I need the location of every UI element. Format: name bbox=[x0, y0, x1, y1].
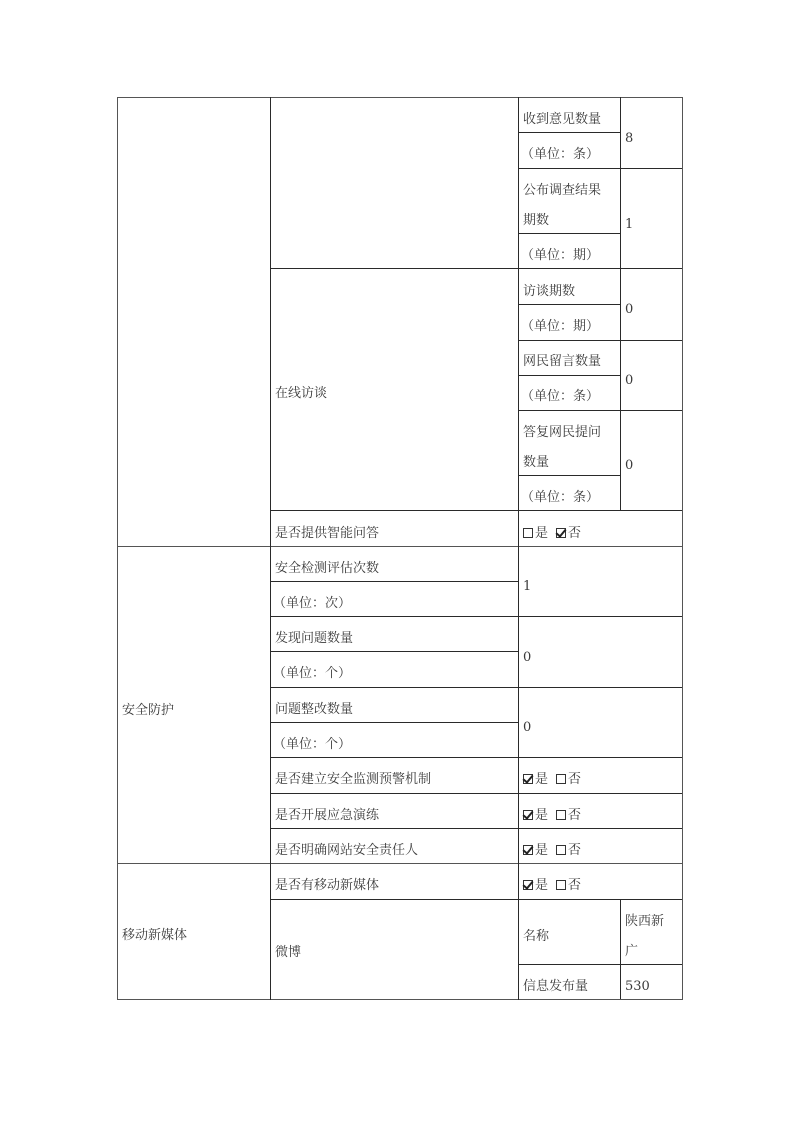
monitoring-mechanism-label: 是否建立安全监测预警机制 bbox=[275, 772, 432, 787]
assessments-label: 安全检测评估次数 bbox=[275, 561, 380, 576]
sub-divider bbox=[518, 233, 621, 234]
netizen-messages-value: 0 bbox=[625, 373, 634, 388]
row-divider bbox=[518, 964, 683, 965]
survey-results-value: 1 bbox=[625, 217, 634, 232]
emergency-drill-options: 是 否 bbox=[523, 808, 581, 824]
sub-divider bbox=[518, 132, 621, 133]
answered-questions-label-2: 数量 bbox=[523, 455, 550, 470]
responsible-no-checkbox[interactable] bbox=[556, 845, 566, 855]
table-border-right bbox=[682, 97, 683, 1000]
weibo-name-label: 名称 bbox=[523, 929, 550, 944]
issues-fixed-unit: （单位：个） bbox=[273, 737, 352, 752]
drill-no-checkbox[interactable] bbox=[556, 810, 566, 820]
survey-results-label-2: 期数 bbox=[523, 213, 550, 228]
interview-sessions-label: 访谈期数 bbox=[523, 284, 576, 299]
section-divider bbox=[117, 546, 683, 547]
responsible-person-options: 是 否 bbox=[523, 843, 581, 859]
table-border-left bbox=[117, 97, 118, 1000]
row-divider bbox=[270, 793, 683, 794]
table-border-bottom bbox=[117, 999, 683, 1000]
weibo-posts-label: 信息发布量 bbox=[523, 979, 589, 994]
smart-qa-options: 是 否 bbox=[523, 526, 581, 542]
sub-divider bbox=[518, 375, 621, 376]
has-mobile-media-label: 是否有移动新媒体 bbox=[275, 878, 380, 893]
smart-qa-no-checkbox[interactable] bbox=[556, 528, 566, 538]
row-divider bbox=[270, 899, 683, 900]
emergency-drill-label: 是否开展应急演练 bbox=[275, 808, 380, 823]
answered-questions-label-1: 答复网民提问 bbox=[523, 425, 602, 440]
interview-sessions-value: 0 bbox=[625, 302, 634, 317]
row-divider bbox=[270, 687, 683, 688]
weibo-posts-value: 530 bbox=[625, 979, 650, 994]
opinions-received-label: 收到意见数量 bbox=[523, 112, 602, 127]
has-mobile-media-options: 是 否 bbox=[523, 878, 581, 894]
section-divider bbox=[117, 863, 683, 864]
weibo-name-value-1: 陕西新 bbox=[625, 914, 665, 929]
col-divider bbox=[620, 97, 621, 510]
monitoring-no-checkbox[interactable] bbox=[556, 774, 566, 784]
monitoring-mechanism-options: 是 否 bbox=[523, 772, 581, 788]
sub-divider bbox=[270, 581, 519, 582]
mobile-media-yes-checkbox[interactable] bbox=[523, 880, 533, 890]
issues-found-unit: （单位：个） bbox=[273, 666, 352, 681]
table-border-top bbox=[117, 97, 683, 98]
issues-found-label: 发现问题数量 bbox=[275, 631, 354, 646]
assessments-unit: （单位：次） bbox=[273, 596, 352, 611]
smart-qa-yes-checkbox[interactable] bbox=[523, 528, 533, 538]
monitoring-yes-checkbox[interactable] bbox=[523, 774, 533, 784]
responsible-yes-checkbox[interactable] bbox=[523, 845, 533, 855]
responsible-person-label: 是否明确网站安全责任人 bbox=[275, 843, 419, 858]
row-divider bbox=[518, 410, 683, 411]
issues-found-value: 0 bbox=[523, 650, 532, 665]
opinions-received-unit: （单位：条） bbox=[521, 147, 600, 162]
drill-yes-checkbox[interactable] bbox=[523, 810, 533, 820]
issues-fixed-label: 问题整改数量 bbox=[275, 702, 354, 717]
row-divider bbox=[270, 757, 683, 758]
opinions-received-value: 8 bbox=[625, 131, 634, 146]
mobile-media-label: 移动新媒体 bbox=[122, 928, 188, 943]
issues-fixed-value: 0 bbox=[523, 720, 532, 735]
sub-divider bbox=[270, 651, 519, 652]
sub-divider bbox=[518, 475, 621, 476]
sub-divider bbox=[518, 304, 621, 305]
row-divider bbox=[518, 168, 683, 169]
row-divider bbox=[270, 510, 683, 511]
answered-questions-unit: （单位：条） bbox=[521, 490, 600, 505]
survey-results-unit: （单位：期） bbox=[521, 248, 600, 263]
answered-questions-value: 0 bbox=[625, 458, 634, 473]
sub-divider bbox=[270, 722, 519, 723]
col-divider bbox=[518, 97, 519, 1000]
weibo-name-value-2: 广 bbox=[625, 944, 639, 959]
interview-sessions-unit: （单位：期） bbox=[521, 319, 600, 334]
row-divider bbox=[270, 268, 683, 269]
row-divider bbox=[270, 828, 683, 829]
netizen-messages-unit: （单位：条） bbox=[521, 389, 600, 404]
col-divider bbox=[270, 97, 271, 1000]
smart-qa-label: 是否提供智能问答 bbox=[275, 526, 380, 541]
assessments-value: 1 bbox=[523, 579, 532, 594]
col-divider bbox=[620, 899, 621, 999]
online-interview-label: 在线访谈 bbox=[275, 386, 328, 401]
netizen-messages-label: 网民留言数量 bbox=[523, 354, 602, 369]
weibo-label: 微博 bbox=[275, 945, 302, 960]
row-divider bbox=[518, 340, 683, 341]
security-label: 安全防护 bbox=[122, 703, 175, 718]
row-divider bbox=[270, 616, 683, 617]
survey-results-label-1: 公布调查结果 bbox=[523, 183, 602, 198]
mobile-media-no-checkbox[interactable] bbox=[556, 880, 566, 890]
